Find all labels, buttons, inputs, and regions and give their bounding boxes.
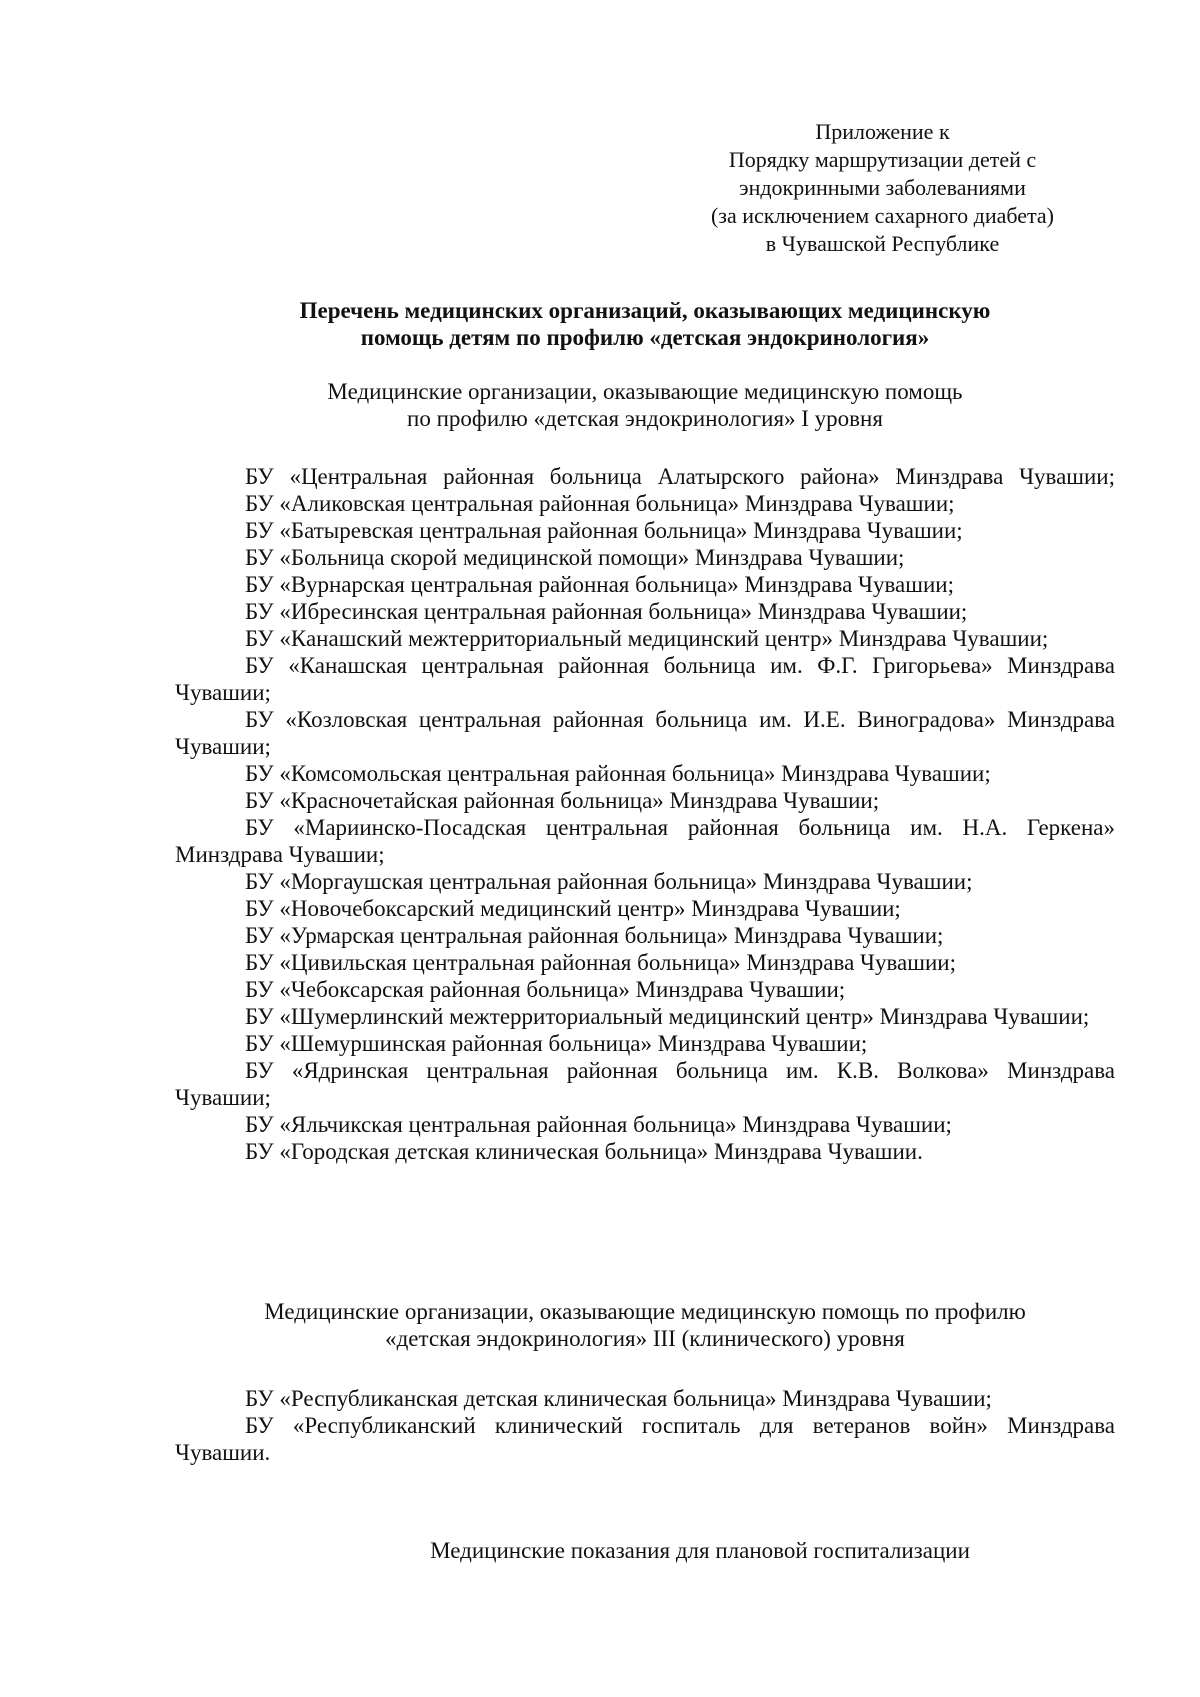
- list-item: БУ «Канашский межтерриториальный медицинский центр» Минздрава Чувашии;: [245, 626, 1049, 651]
- list-item: БУ «Ядринская центральная районная больница им. К.В. Волкова» Минздрава Чувашии;: [175, 1058, 1115, 1110]
- list-item: БУ «Республиканский клинический госпиталь для ветеранов войн» Минздрава Чувашии.: [175, 1413, 1115, 1465]
- list-item: БУ «Комсомольская центральная районная больница» Минздрава Чувашии;: [245, 761, 991, 786]
- annex-line: эндокринными заболеваниями: [739, 175, 1026, 200]
- list-item: БУ «Моргаушская центральная районная больница» Минздрава Чувашии;: [245, 869, 973, 894]
- document-title-line: Перечень медицинских организаций, оказывающих медицинскую: [299, 298, 991, 323]
- annex-line: в Чувашской Республике: [765, 231, 1000, 256]
- level3-heading: [175, 1298, 1115, 1352]
- list-item: БУ «Больница скорой медицинской помощи» Минздрава Чувашии;: [245, 545, 905, 570]
- list-item: БУ «Республиканская детская клиническая больница» Минздрава Чувашии;: [245, 1386, 992, 1411]
- level1-heading: [175, 378, 1115, 432]
- level3-heading-line: Медицинские организации, оказывающие медицинскую помощь по профилю: [264, 1299, 1026, 1324]
- annex-line: Приложение к: [815, 119, 950, 144]
- list-item: БУ «Аликовская центральная районная больница» Минздрава Чувашии;: [245, 491, 955, 516]
- level1-list: [175, 463, 1115, 1165]
- list-item: БУ «Цивильская центральная районная больница» Минздрава Чувашии;: [245, 950, 956, 975]
- list-item: БУ «Козловская центральная районная больница им. И.Е. Виноградова» Минздрава Чувашии;: [175, 707, 1115, 759]
- section-heading: Медицинские показания для плановой госпитализации: [430, 1538, 970, 1563]
- list-item: БУ «Яльчикская центральная районная больница» Минздрава Чувашии;: [245, 1112, 952, 1137]
- list-item: БУ «Шумерлинский межтерриториальный медицинский центр» Минздрава Чувашии;: [245, 1004, 1090, 1029]
- list-item: БУ «Вурнарская центральная районная больница» Минздрава Чувашии;: [245, 572, 954, 597]
- document-title: [175, 297, 1115, 351]
- annex-line: Порядку маршрутизации детей с: [728, 147, 1037, 172]
- level1-heading-line: Медицинские организации, оказывающие медицинскую помощь: [327, 379, 963, 404]
- list-item: БУ «Красночетайская районная больница» Минздрава Чувашии;: [245, 788, 880, 813]
- annex-line: (за исключением сахарного диабета): [710, 203, 1055, 228]
- list-item: БУ «Урмарская центральная районная больница» Минздрава Чувашии;: [245, 923, 944, 948]
- annex-note: [650, 118, 1115, 258]
- list-item: БУ «Новочебоксарский медицинский центр» Минздрава Чувашии;: [245, 896, 901, 921]
- list-item: БУ «Батыревская центральная районная больница» Минздрава Чувашии;: [245, 518, 963, 543]
- level3-list: [175, 1385, 1115, 1466]
- document-title-line: помощь детям по профилю «детская эндокринология»: [360, 325, 930, 350]
- list-item: БУ «Канашская центральная районная больница им. Ф.Г. Григорьева» Минздрава Чувашии;: [175, 653, 1115, 705]
- list-item: БУ «Чебоксарская районная больница» Минздрава Чувашии;: [245, 977, 846, 1002]
- list-item: БУ «Мариинско-Посадская центральная районная больница им. Н.А. Геркена» Минздрава Чувашии;: [175, 815, 1115, 867]
- list-item: БУ «Городская детская клиническая больница» Минздрава Чувашии.: [245, 1139, 923, 1164]
- list-item: БУ «Центральная районная больница Алатырского района» Минздрава Чувашии;: [245, 464, 1115, 489]
- list-item: БУ «Ибресинская центральная районная больница» Минздрава Чувашии;: [245, 599, 968, 624]
- level3-heading-line: «детская эндокринология» III (клинического) уровня: [385, 1326, 905, 1351]
- level1-heading-line: по профилю «детская эндокринология» I уровня: [407, 406, 883, 431]
- list-item: БУ «Шемуршинская районная больница» Минздрава Чувашии;: [245, 1031, 868, 1056]
